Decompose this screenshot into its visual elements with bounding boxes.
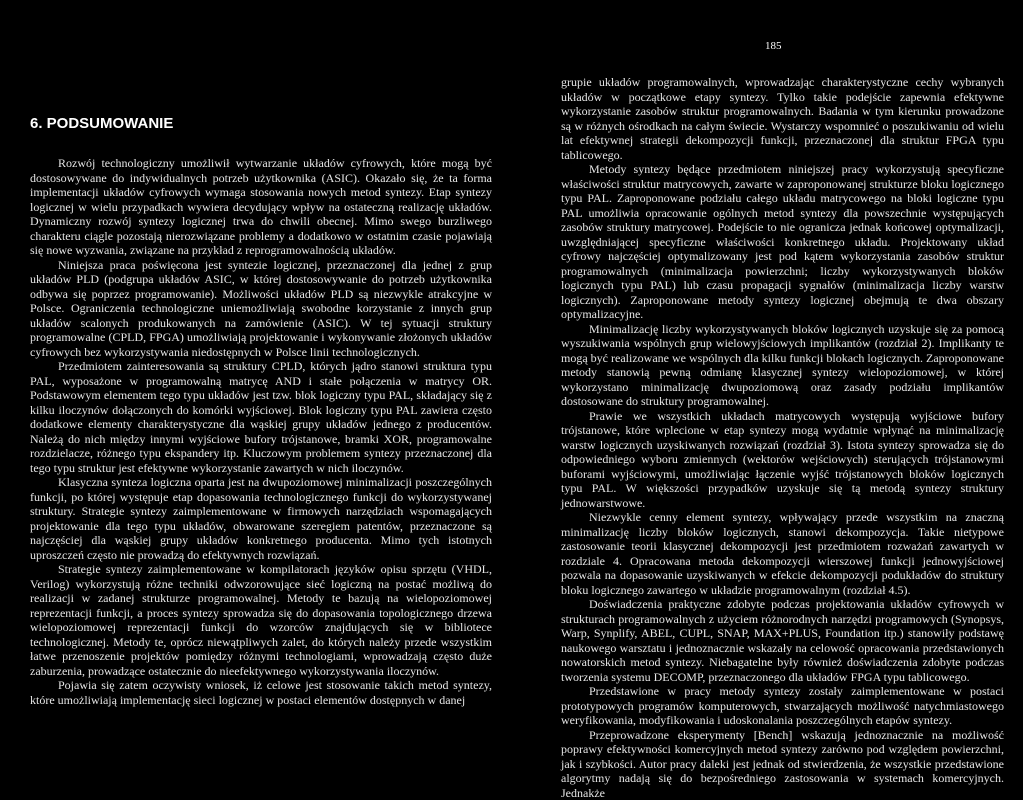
paragraph: Przedstawione w pracy metody syntezy zostały zaimplementowane w postaci prototypowych programów komputerowych, stwarzających możliwość natychmiastowego weryfikowania, modyfikowania i udoskonalania poszczególnych etapów syntezy. — [561, 684, 1004, 728]
page-number: 185 — [765, 40, 782, 52]
right-column — [561, 75, 1004, 800]
paragraph: Pojawia się zatem oczywisty wniosek, iż celowe jest stosowanie takich metod syntezy, które umożliwiają implementację sieci logicznej w postaci elementów dostępnych w danej — [30, 678, 492, 707]
paragraph: Klasyczna synteza logiczna oparta jest na dwupoziomowej minimalizacji poszczególnych funkcji, po której występuje etap dopasowania technologicznego funkcji do wykorzystywanej struktury. Strategie syntezy zaimplementowane w firmowych narzędziach wspomagających projektowanie dla tego typu układów, obwarowane szeregiem patentów, przeznaczone są najczęściej dla wąskiej grupy układów konkretnego producenta. Mimo tych istotnych uproszczeń często nie prowadzą do efektywnych rozwiązań. — [30, 475, 492, 562]
paragraph: Prawie we wszystkich układach matrycowych występują wyjściowe bufory trójstanowe, które wplecione w etap syntezy mogą wydatnie wpłynąć na minimalizację warstw logicznych uzyskiwanych rozwiązań (rozdział 3). Istota syntezy sprowadza się do odpowiedniego wyboru zmiennych (wektorów wejściowych) sterujących trójstanowymi buforami wyjściowymi, umożliwiając łączenie wyjść trójstanowych bloków logicznych typu PAL. W większości przypadków uzyskuje się tą metodą syntezy struktury jednowarstwowe. — [561, 409, 1004, 511]
paragraph: Rozwój technologiczny umożliwił wytwarzanie układów cyfrowych, które mogą być dostosowywane do indywidualnych potrzeb użytkownika (ASIC). Okazało się, że ta forma implementacji układów cyfrowych wymaga stosowania nowych metod syntezy. Etap syntezy logicznej w wielu przypadkach wywiera decydujący wpływ na ostateczną realizację układów. Dynamiczny rozwój syntezy logicznej trwa do chwili obecnej. Mimo swego burzliwego charakteru ciągle pozostają nierozwiązane problemy a dodatkowo w ostatnim czasie pojawiają się nowe wyzwania, związane na przykład z reprogramowalnością układów. — [30, 156, 492, 258]
paragraph: Przeprowadzone eksperymenty [Bench] wskazują jednoznacznie na możliwość poprawy efektywności komercyjnych metod syntezy zarówno pod względem powierzchni, jak i szybkości. Autor pracy daleki jest jednak od stwierdzenia, że wszystkie przedstawione algorytmy nadają się do bezpośredniego zastosowania w systemach komercyjnych. Jednakże — [561, 728, 1004, 800]
paragraph: Strategie syntezy zaimplementowane w kompilatorach języków opisu sprzętu (VHDL, Verilog) wykorzystują różne techniki odwzorowujące sieć logiczną na postać możliwą do realizacji w zadanej strukturze programowalnej. Metody te bazują na wielopoziomowej reprezentacji funkcji, a proces syntezy sprowadza się do dopasowania topologicznego drzewa wielopoziomowej reprezentacji funkcji do wzorców znajdujących się w bibliotece technologicznej. Metody te, oprócz niewątpliwych zalet, do których należy przede wszystkim łatwe przenoszenie projektów pomiędzy różnymi technologiami, wprowadzają często duże zaburzenia, prowadzące ostatecznie do nieefektywnego wykorzystywania iloczynów. — [30, 562, 492, 678]
paragraph: Przedmiotem zainteresowania są struktury CPLD, których jądro stanowi struktura typu PAL, wyposażone w programowalną matrycę AND i stałe połączenia w matrycy OR. Podstawowym elementem tego typu układów jest tzw. blok logiczny typu PAL, składający się z kilku iloczynów dołączonych do komórki wyjściowej. Blok logiczny typu PAL zawiera często dodatkowe elementy charakterystyczne dla wąskiej grupy układów jednego z producentów. Należą do nich między innymi wyjściowe bufory trójstanowe, bramki XOR, programowalne rozdzielacze, różnego typu ekspandery itp. Kluczowym problemem syntezy przeznaczonej dla tego typu struktur jest efektywne wykorzystanie zawartych w nich iloczynów. — [30, 359, 492, 475]
paragraph: grupie układów programowalnych, wprowadzając charakterystyczne cechy wybranych układów w początkowe etapy syntezy. Tylko takie podejście zapewnia efektywne wykorzystanie zasobów struktur programowalnych. Badania w tym kierunku prowadzone są w różnych ośrodkach na całym świecie. Wystarczy wspomnieć o poszukiwaniu od wielu lat efektywnej strategii dekompozycji funkcji, przeznaczonej dla struktur FPGA typu tablicowego. — [561, 75, 1004, 162]
paragraph: Minimalizację liczby wykorzystywanych bloków logicznych uzyskuje się za pomocą wyszukiwania wspólnych grup wielowyjściowych implikantów (rozdział 2). Implikanty te mogą być realizowane we wspólnych dla kilku funkcji blokach logicznych. Zaproponowane metody stanowią pewną odmianę klasycznej syntezy wielopoziomowej, w której wykorzystano minimalizację dwupoziomową oraz zasady podziału implikantów dostosowane do struktury programowalnej. — [561, 322, 1004, 409]
left-column — [30, 156, 492, 707]
paragraph: Metody syntezy będące przedmiotem niniejszej pracy wykorzystują specyficzne właściwości struktur matrycowych, zawarte w zaproponowanej strukturze bloku logicznego typu PAL. Zaproponowane podziału całego układu matrycowego na bloki logiczne typu PAL umożliwia opracowanie ogólnych metod syntezy dla powszechnie występujących zasobów struktury matrycowej. Podejście to nie ogranicza jednak końcowej optymalizacji, uwzględniającej specyficzne właściwości konkretnego układu. Projektowany układ cyfrowy najczęściej optymalizowany jest pod kątem wykorzystania zasobów struktur programowalnych (minimalizacja powierzchni; liczby wykorzystywanych bloków logicznych typu PAL) lub czasu propagacji sygnałów (minimalizacja liczby warstw logicznych). Zaproponowane metody syntezy logicznej obejmują te dwa obszary optymalizacyjne. — [561, 162, 1004, 322]
paragraph: Doświadczenia praktyczne zdobyte podczas projektowania układów cyfrowych w strukturach programowalnych z użyciem różnorodnych narzędzi programowych (Synopsys, Warp, Synplify, ABEL, CUPL, SNAP, MAX+PLUS, Foundation itp.) stanowiły podstawę naukowego warsztatu i jednoznacznie wskazały na celowość opracowania przedstawionych nowatorskich metod syntezy. Niebagatelne były również doświadczenia zdobyte podczas tworzenia systemu DECOMP, przeznaczonego dla układów FPGA typu tablicowego. — [561, 597, 1004, 684]
section-title: 6. PODSUMOWANIE — [30, 115, 173, 132]
paragraph: Niniejsza praca poświęcona jest syntezie logicznej, przeznaczonej dla jednej z grup układów PLD (podgrupa układów ASIC, w której dostosowywanie do potrzeb użytkownika odbywa się poprzez programowanie). Możliwości układów PLD są niezwykle atrakcyjne w Polsce. Ograniczenia technologiczne uniemożliwiają swobodne korzystanie z innych grup układów scalonych produkowanych na zamówienie (ASIC). W tej sytuacji struktury programowalne (CPLD, FPGA) umożliwiają projektowanie i wykonywanie złożonych układów cyfrowych bez wykorzystywania niedostępnych w Polsce linii technologicznych. — [30, 258, 492, 360]
paragraph: Niezwykle cenny element syntezy, wpływający przede wszystkim na znaczną minimalizację liczby bloków logicznych, stanowi dekompozycja. Takie nietypowe zastosowanie teorii klasycznej dekompozycji jest przedmiotem rozważań zawartych w rozdziale 4. Opracowana metoda dekompozycji wierszowej funkcji jednowyjściowej pozwala na dopasowanie uzyskiwanych w efekcie dekompozycji podukładów do struktury bloku logicznego zawartego w układzie programowalnym (rozdział 4.5). — [561, 510, 1004, 597]
